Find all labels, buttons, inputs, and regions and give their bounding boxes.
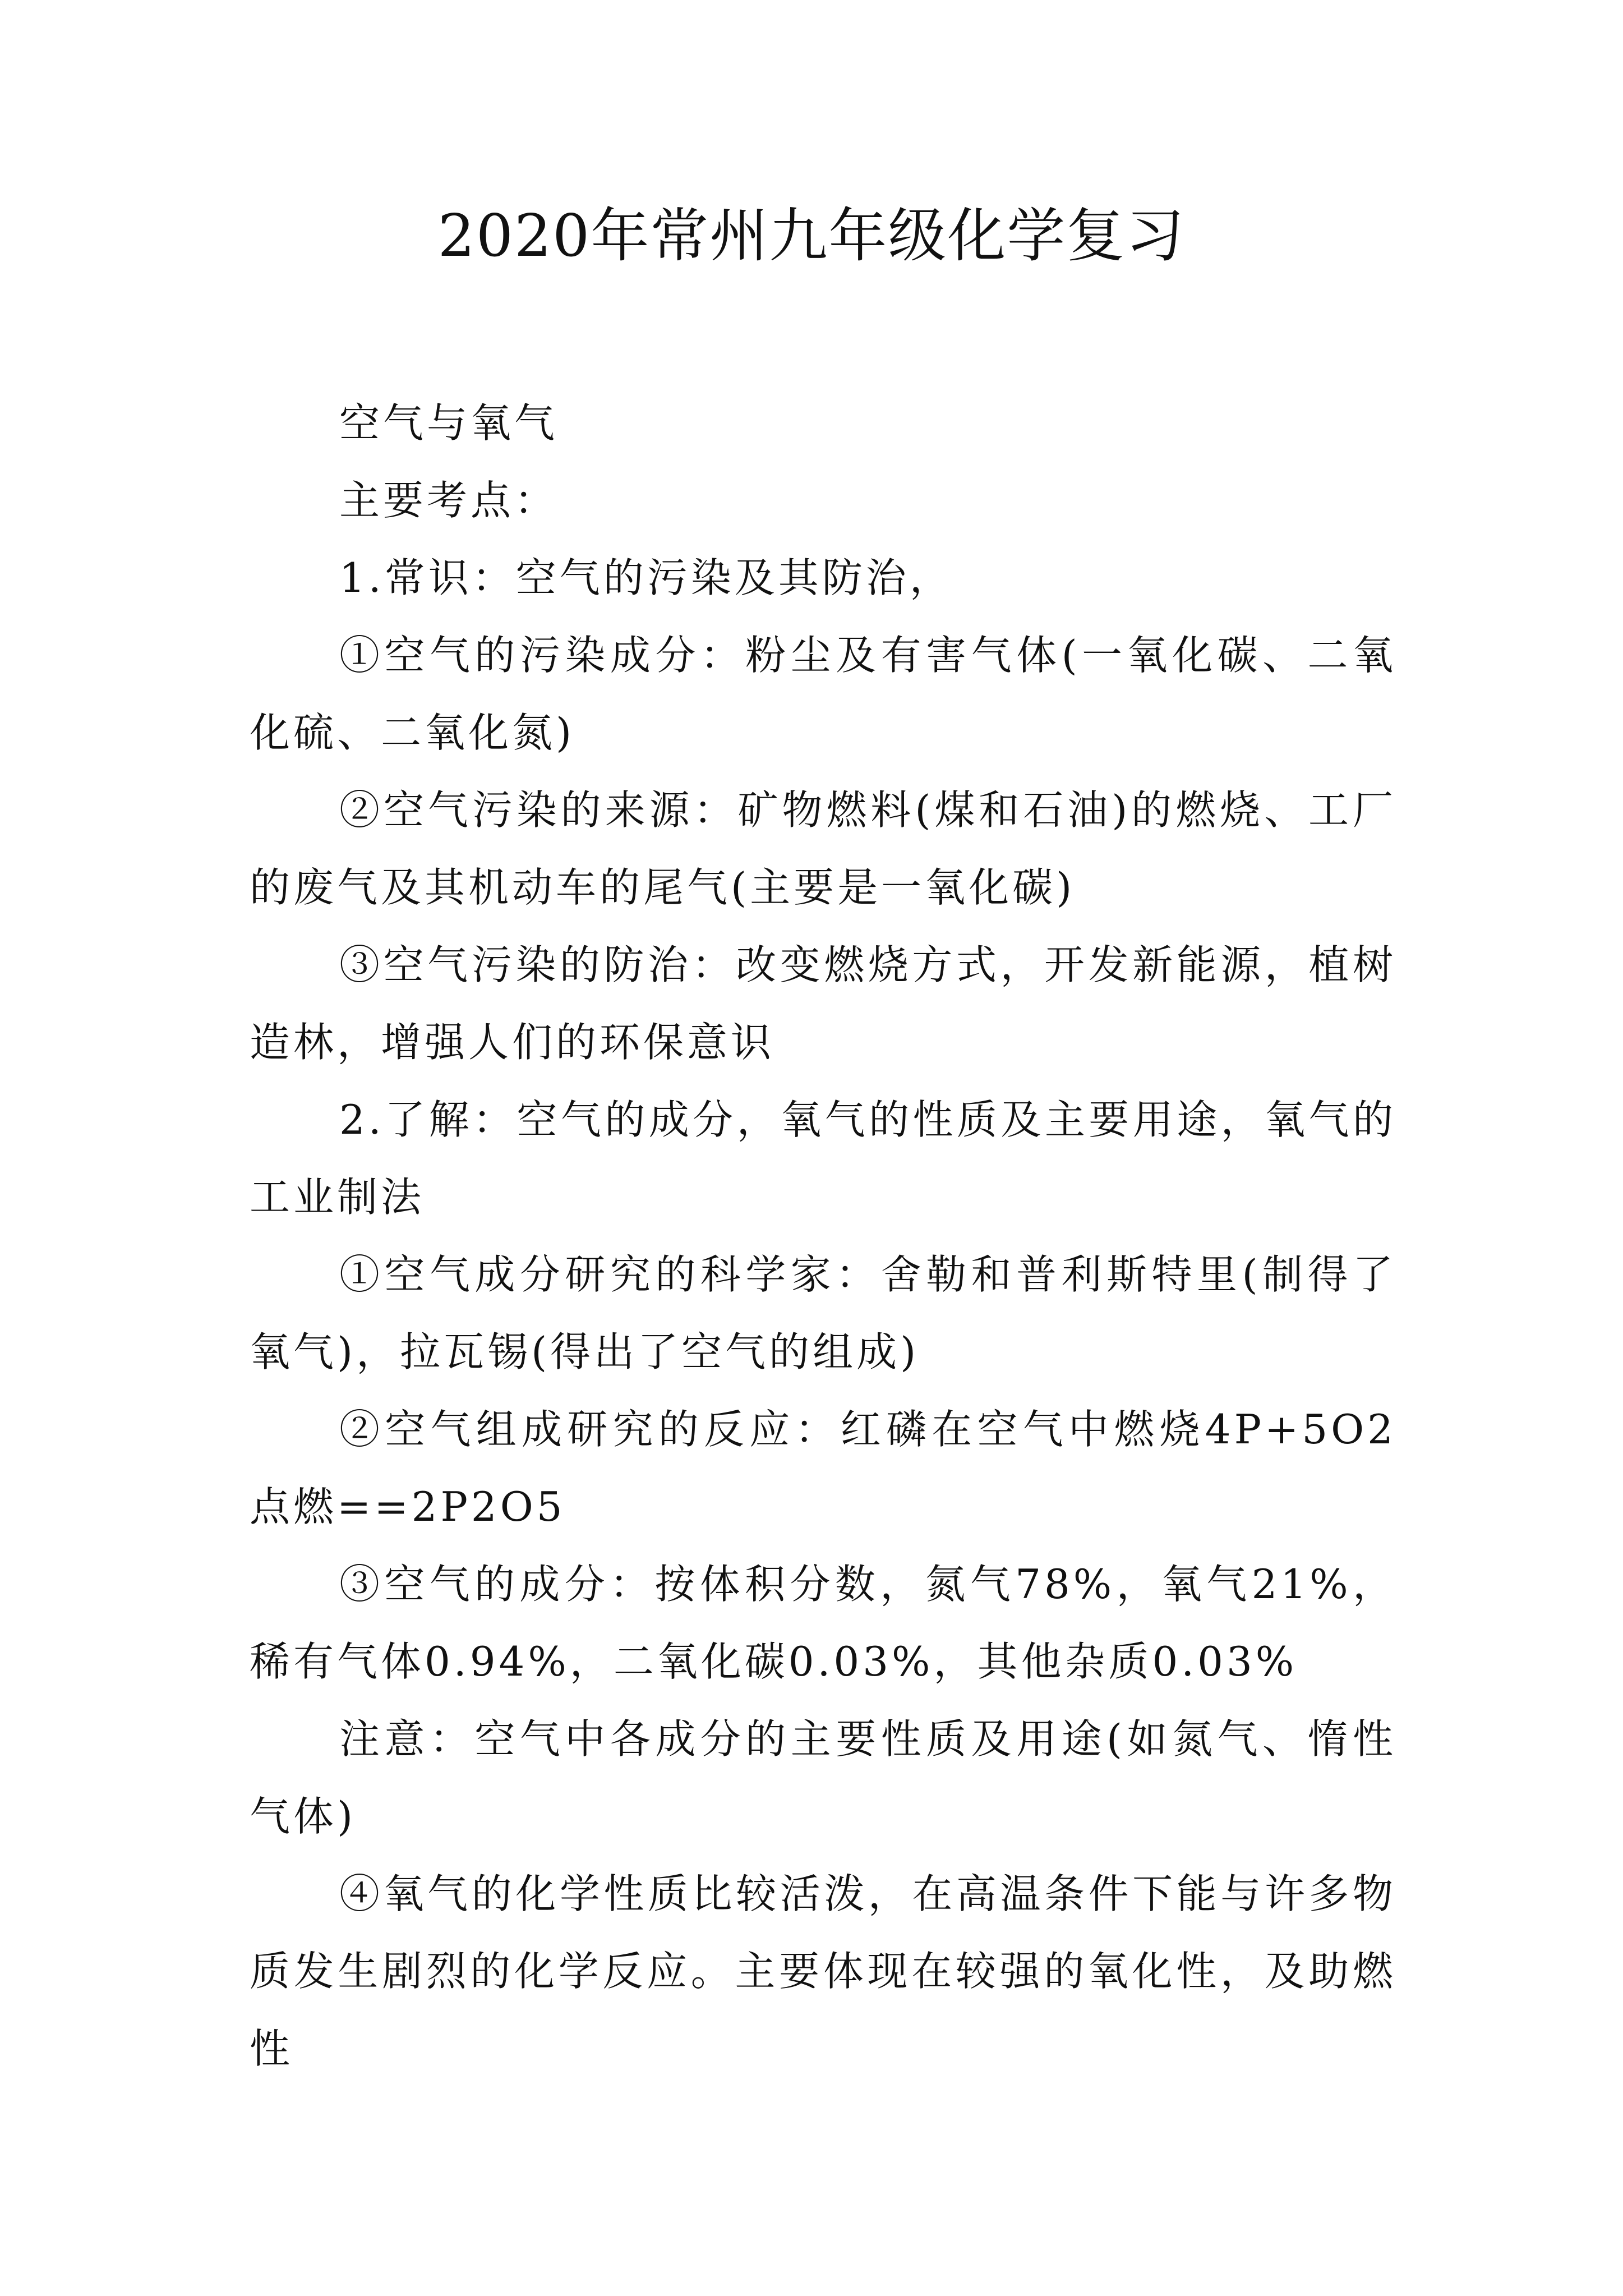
paragraph: ①空气成分研究的科学家：舍勒和普利斯特里(制得了氧气)，拉瓦锡(得出了空气的组成) (250, 1251, 1396, 1375)
document-title: 2020年常州九年级化学复习 (437, 201, 1186, 270)
paragraph: 主要考点： (339, 477, 559, 524)
paragraph: ②空气组成研究的反应：红磷在空气中燃烧4P+5O2点燃==2P2O5 (250, 1406, 1396, 1530)
paragraph: 2.了解：空气的成分，氧气的性质及主要用途，氧气的工业制法 (250, 1096, 1396, 1221)
paragraph: ③空气污染的防治：改变燃烧方式，开发新能源，植树造林，增强人们的环保意识 (250, 941, 1396, 1066)
paragraph: ③空气的成分：按体积分数，氮气78%，氧气21%，稀有气体0.94%，二氧化碳0.03%，其他杂质0.03% (250, 1561, 1396, 1685)
paragraph: 注意：空气中各成分的主要性质及用途(如氮气、惰性气体) (250, 1715, 1396, 1840)
paragraph: ④氧气的化学性质比较活泼，在高温条件下能与许多物质发生剧烈的化学反应。主要体现在较强的氧化性，及助燃性 (250, 1870, 1396, 2072)
paragraph: 空气与氧气 (339, 399, 559, 447)
paragraph: 1.常识：空气的污染及其防治， (339, 554, 953, 601)
paragraph: ②空气污染的来源：矿物燃料(煤和石油)的燃烧、工厂的废气及其机动车的尾气(主要是一氧化碳) (250, 786, 1396, 911)
document-body (250, 384, 1396, 2087)
paragraph: ①空气的污染成分：粉尘及有害气体(一氧化碳、二氧化硫、二氧化氮) (250, 632, 1396, 756)
